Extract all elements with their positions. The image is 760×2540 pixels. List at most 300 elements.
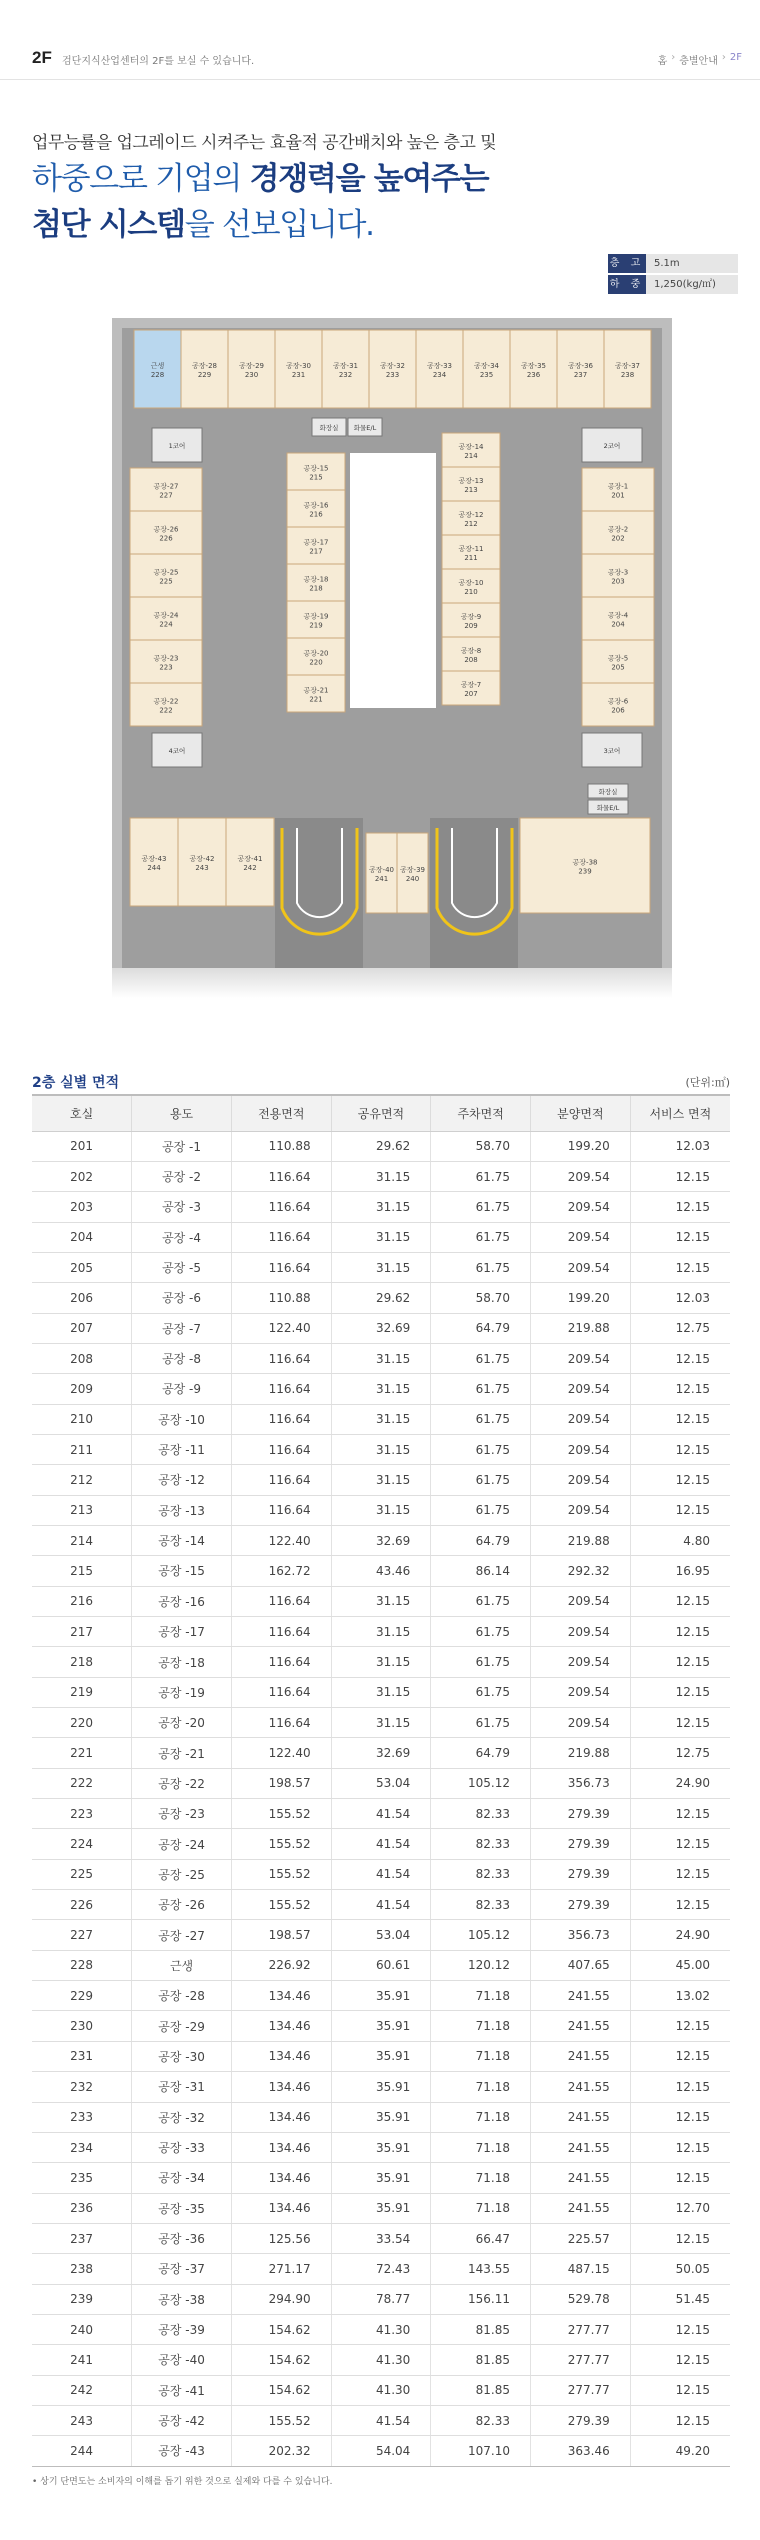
table-cell: 12.15 <box>630 2072 730 2102</box>
table-cell: 116.64 <box>231 1586 331 1616</box>
unit-number: 213 <box>464 486 478 494</box>
floor-unit[interactable] <box>130 640 202 683</box>
unit-number: 225 <box>159 577 173 586</box>
table-cell: 202.32 <box>231 2436 331 2466</box>
table-cell: 공장 -15 <box>132 1556 232 1586</box>
table-cell: 공장 -8 <box>132 1343 232 1373</box>
table-cell: 12.15 <box>630 1829 730 1859</box>
table-cell: 53.04 <box>331 1920 431 1950</box>
table-cell: 202 <box>32 1161 132 1191</box>
table-cell: 61.75 <box>431 1434 531 1464</box>
floor-unit[interactable] <box>582 597 654 640</box>
area-table <box>32 1094 730 2467</box>
table-cell: 공장 -1 <box>132 1131 232 1161</box>
floor-unit[interactable] <box>442 637 500 671</box>
area-table-body <box>32 1131 730 2466</box>
table-cell: 82.33 <box>431 1890 531 1920</box>
table-cell: 217 <box>32 1617 132 1647</box>
table-cell: 64.79 <box>431 1313 531 1343</box>
unit-name: 공장-7 <box>460 681 482 689</box>
unit-number: 205 <box>611 663 625 672</box>
table-row <box>32 1829 730 1859</box>
table-cell: 156.11 <box>431 2284 531 2314</box>
floor-unit[interactable] <box>520 818 650 913</box>
floor-plan-drawing <box>112 318 672 998</box>
table-row <box>32 2011 730 2041</box>
table-cell: 116.64 <box>231 1343 331 1373</box>
table-cell: 241.55 <box>531 2072 631 2102</box>
table-cell: 공장 -16 <box>132 1586 232 1616</box>
table-cell: 35.91 <box>331 2163 431 2193</box>
column-header: 전용면적 <box>231 1095 331 1131</box>
spec-load-label: 하 중 <box>608 275 646 294</box>
table-cell: 12.75 <box>630 1313 730 1343</box>
table-cell: 222 <box>32 1768 132 1798</box>
unit-number: 201 <box>611 491 625 500</box>
floor-unit[interactable] <box>397 833 428 913</box>
table-cell: 220 <box>32 1708 132 1738</box>
table-row <box>32 2254 730 2284</box>
unit-number: 218 <box>309 584 323 593</box>
table-row <box>32 1313 730 1343</box>
table-cell: 209.54 <box>531 1161 631 1191</box>
core-label: 화물E/L <box>353 424 377 432</box>
floor-unit[interactable] <box>322 330 369 408</box>
floor-unit[interactable] <box>442 603 500 637</box>
table-cell: 277.77 <box>531 2314 631 2344</box>
unit-name: 공장-36 <box>568 362 593 370</box>
unit-name: 공장-3 <box>607 568 629 577</box>
table-cell: 226.92 <box>231 1950 331 1980</box>
table-cell: 230 <box>32 2011 132 2041</box>
spec-load-value: 1,250(kg/㎡) <box>646 275 738 294</box>
table-row <box>32 1434 730 1464</box>
floor-unit[interactable] <box>226 818 274 906</box>
table-cell: 41.54 <box>331 1799 431 1829</box>
table-cell: 116.64 <box>231 1434 331 1464</box>
table-cell: 64.79 <box>431 1525 531 1555</box>
table-cell: 219 <box>32 1677 132 1707</box>
core-block <box>152 733 202 767</box>
table-row <box>32 1374 730 1404</box>
core-label: 1코어 <box>168 442 186 450</box>
floor-unit[interactable] <box>582 683 654 726</box>
table-cell: 71.18 <box>431 2193 531 2223</box>
unit-number: 220 <box>309 658 323 667</box>
floor-unit[interactable] <box>369 330 416 408</box>
floor-title: 2F <box>32 48 52 67</box>
floor-unit[interactable] <box>130 683 202 726</box>
table-cell: 61.75 <box>431 1586 531 1616</box>
unit-name: 공장-43 <box>141 855 167 863</box>
table-cell: 31.15 <box>331 1586 431 1616</box>
table-cell: 237 <box>32 2223 132 2253</box>
unit-name: 공장-31 <box>333 362 358 370</box>
table-cell: 31.15 <box>331 1343 431 1373</box>
unit-number: 239 <box>578 867 592 876</box>
table-cell: 155.52 <box>231 1859 331 1889</box>
table-cell: 116.64 <box>231 1404 331 1434</box>
floor-unit[interactable] <box>130 554 202 597</box>
unit-name: 공장-32 <box>380 362 405 370</box>
unit-name: 공장-34 <box>474 362 499 370</box>
table-cell: 81.85 <box>431 2375 531 2405</box>
table-cell: 241.55 <box>531 2193 631 2223</box>
area-table-unit: (단위:㎡) <box>685 1076 730 1089</box>
table-row <box>32 1920 730 1950</box>
table-cell: 116.64 <box>231 1192 331 1222</box>
table-cell: 86.14 <box>431 1556 531 1586</box>
unit-name: 공장-41 <box>237 855 263 863</box>
table-cell: 61.75 <box>431 1647 531 1677</box>
table-cell: 35.91 <box>331 2072 431 2102</box>
floor-unit[interactable] <box>442 671 500 705</box>
unit-number: 208 <box>464 656 478 664</box>
table-cell: 116.64 <box>231 1252 331 1282</box>
table-cell: 116.64 <box>231 1222 331 1252</box>
table-cell: 공장 -3 <box>132 1192 232 1222</box>
table-cell: 209.54 <box>531 1343 631 1373</box>
table-cell: 32.69 <box>331 1525 431 1555</box>
table-cell: 71.18 <box>431 2102 531 2132</box>
table-cell: 12.15 <box>630 1434 730 1464</box>
floor-unit[interactable] <box>442 501 500 535</box>
unit-number: 226 <box>159 534 173 543</box>
unit-name: 공장-6 <box>607 697 629 706</box>
table-cell: 12.15 <box>630 1890 730 1920</box>
floor-unit[interactable] <box>604 330 651 408</box>
unit-name: 공장-37 <box>615 362 640 370</box>
floor-unit[interactable] <box>582 554 654 597</box>
table-cell: 215 <box>32 1556 132 1586</box>
table-row <box>32 2223 730 2253</box>
table-cell: 32.69 <box>331 1738 431 1768</box>
table-cell: 31.15 <box>331 1708 431 1738</box>
table-cell: 241.55 <box>531 2102 631 2132</box>
unit-number: 222 <box>159 706 173 715</box>
table-cell: 81.85 <box>431 2314 531 2344</box>
table-cell: 60.61 <box>331 1950 431 1980</box>
table-cell: 155.52 <box>231 1799 331 1829</box>
unit-name: 공장-8 <box>460 647 482 655</box>
table-cell: 12.15 <box>630 2132 730 2162</box>
table-cell: 236 <box>32 2193 132 2223</box>
table-cell: 225 <box>32 1859 132 1889</box>
table-cell: 12.15 <box>630 2345 730 2375</box>
table-cell: 61.75 <box>431 1495 531 1525</box>
table-cell: 12.15 <box>630 1617 730 1647</box>
table-cell: 공장 -23 <box>132 1799 232 1829</box>
table-cell: 199.20 <box>531 1131 631 1161</box>
unit-name: 공장-35 <box>521 362 546 370</box>
table-cell: 279.39 <box>531 1829 631 1859</box>
table-cell: 54.04 <box>331 2436 431 2466</box>
table-cell: 61.75 <box>431 1252 531 1282</box>
floor-unit[interactable] <box>582 640 654 683</box>
table-cell: 279.39 <box>531 1890 631 1920</box>
headline <box>32 128 732 245</box>
floor-unit[interactable] <box>287 453 345 490</box>
table-cell: 209.54 <box>531 1677 631 1707</box>
table-cell: 31.15 <box>331 1404 431 1434</box>
table-cell: 공장 -36 <box>132 2223 232 2253</box>
unit-number: 230 <box>244 371 259 379</box>
table-cell: 공장 -18 <box>132 1647 232 1677</box>
core-block <box>588 800 628 814</box>
table-cell: 35.91 <box>331 2132 431 2162</box>
table-cell: 279.39 <box>531 1799 631 1829</box>
table-cell: 105.12 <box>431 1768 531 1798</box>
table-cell: 219.88 <box>531 1525 631 1555</box>
unit-number: 209 <box>464 622 478 630</box>
unit-number: 219 <box>309 621 323 630</box>
table-cell: 12.15 <box>630 2314 730 2344</box>
table-cell: 134.46 <box>231 1981 331 2011</box>
floor-unit[interactable] <box>510 330 557 408</box>
table-cell: 29.62 <box>331 1283 431 1313</box>
table-cell: 241.55 <box>531 1981 631 2011</box>
table-cell: 41.30 <box>331 2345 431 2375</box>
floor-unit[interactable] <box>366 833 397 913</box>
floor-unit[interactable] <box>287 564 345 601</box>
core-block <box>588 784 628 798</box>
headline-lead: 업무능률을 업그레이드 시켜주는 효율적 공간배치와 높은 층고 및 <box>32 133 497 153</box>
table-cell: 209.54 <box>531 1222 631 1252</box>
floor-description: 검단지식산업센터의 2F를 보실 수 있습니다. <box>62 56 255 67</box>
table-row <box>32 1708 730 1738</box>
floor-unit[interactable] <box>130 468 202 511</box>
unit-number: 229 <box>197 371 212 379</box>
core-label: 화장실 <box>598 788 618 796</box>
floor-unit[interactable] <box>582 511 654 554</box>
table-cell: 근생 <box>132 1950 232 1980</box>
breadcrumb-current[interactable]: 2F <box>729 52 742 63</box>
table-cell: 78.77 <box>331 2284 431 2314</box>
breadcrumb-floor-guide[interactable]: 층별안내 <box>679 56 718 67</box>
floor-unit[interactable] <box>178 818 226 906</box>
floor-unit[interactable] <box>416 330 463 408</box>
unit-number: 203 <box>611 577 625 586</box>
table-cell: 공장 -27 <box>132 1920 232 1950</box>
table-cell: 공장 -5 <box>132 1252 232 1282</box>
table-cell: 210 <box>32 1404 132 1434</box>
table-cell: 116.64 <box>231 1708 331 1738</box>
table-cell: 41.54 <box>331 1859 431 1889</box>
table-row <box>32 1131 730 1161</box>
table-cell: 154.62 <box>231 2345 331 2375</box>
table-cell: 31.15 <box>331 1192 431 1222</box>
ramp-right <box>430 818 518 968</box>
core-block <box>582 428 642 462</box>
table-cell: 32.69 <box>331 1313 431 1343</box>
floor-unit[interactable] <box>442 433 500 467</box>
floor-unit[interactable] <box>228 330 275 408</box>
column-header: 서비스 면적 <box>630 1095 730 1131</box>
unit-name: 공장-12 <box>458 511 484 519</box>
table-cell: 244 <box>32 2436 132 2466</box>
unit-number: 243 <box>195 864 209 872</box>
floor-unit[interactable] <box>181 330 228 408</box>
table-cell: 41.30 <box>331 2314 431 2344</box>
table-cell: 31.15 <box>331 1434 431 1464</box>
table-cell: 134.46 <box>231 2102 331 2132</box>
table-cell: 공장 -2 <box>132 1161 232 1191</box>
headline-line-1-bold: 경쟁력을 높여주는 <box>249 161 489 197</box>
table-cell: 공장 -10 <box>132 1404 232 1434</box>
table-cell: 61.75 <box>431 1465 531 1495</box>
unit-name: 공장-39 <box>400 866 425 874</box>
table-cell: 공장 -12 <box>132 1465 232 1495</box>
floor-unit[interactable] <box>287 675 345 712</box>
table-cell: 29.62 <box>331 1131 431 1161</box>
table-cell: 61.75 <box>431 1161 531 1191</box>
table-row <box>32 2405 730 2435</box>
table-cell: 122.40 <box>231 1738 331 1768</box>
unit-number: 231 <box>291 371 306 379</box>
table-cell: 61.75 <box>431 1192 531 1222</box>
spec-height-value: 5.1m <box>646 254 738 273</box>
floor-unit[interactable] <box>287 527 345 564</box>
table-cell: 240 <box>32 2314 132 2344</box>
floor-unit[interactable] <box>275 330 322 408</box>
floor-unit[interactable] <box>442 535 500 569</box>
table-cell: 공장 -22 <box>132 1768 232 1798</box>
table-row <box>32 2041 730 2071</box>
table-cell: 공장 -31 <box>132 2072 232 2102</box>
floor-unit[interactable] <box>130 597 202 640</box>
column-header: 용도 <box>132 1095 232 1131</box>
table-cell: 209.54 <box>531 1495 631 1525</box>
table-cell: 공장 -19 <box>132 1677 232 1707</box>
unit-number: 211 <box>464 554 478 562</box>
table-cell: 공장 -28 <box>132 1981 232 2011</box>
table-cell: 공장 -32 <box>132 2102 232 2132</box>
table-cell: 31.15 <box>331 1252 431 1282</box>
table-cell: 12.15 <box>630 2405 730 2435</box>
table-cell: 209.54 <box>531 1465 631 1495</box>
table-row <box>32 1192 730 1222</box>
unit-name: 공장-2 <box>607 525 629 534</box>
unit-number: 242 <box>243 864 257 872</box>
floor-unit[interactable] <box>130 818 178 906</box>
table-cell: 134.46 <box>231 2163 331 2193</box>
unit-number: 207 <box>464 690 478 698</box>
table-cell: 공장 -7 <box>132 1313 232 1343</box>
table-row <box>32 1890 730 1920</box>
core-block <box>312 418 346 436</box>
table-cell: 41.54 <box>331 2405 431 2435</box>
table-row <box>32 1647 730 1677</box>
table-cell: 12.15 <box>630 1252 730 1282</box>
table-cell: 209.54 <box>531 1434 631 1464</box>
floor-unit[interactable] <box>463 330 510 408</box>
table-row <box>32 2375 730 2405</box>
footnote: • 상기 단면도는 소비자의 이해를 돕기 위한 것으로 실제와 다를 수 있습니다. <box>32 2477 333 2487</box>
table-cell: 241.55 <box>531 2041 631 2071</box>
table-cell: 64.79 <box>431 1738 531 1768</box>
column-header: 주차면적 <box>431 1095 531 1131</box>
courtyard <box>350 453 436 708</box>
unit-name: 공장-11 <box>458 545 484 553</box>
floor-unit[interactable] <box>130 511 202 554</box>
table-header-row <box>32 1095 730 1131</box>
page-header <box>0 0 760 80</box>
unit-number: 227 <box>159 491 173 500</box>
table-cell: 49.20 <box>630 2436 730 2466</box>
unit-number: 232 <box>338 371 353 379</box>
floor-unit[interactable] <box>287 601 345 638</box>
floor-unit[interactable] <box>442 467 500 501</box>
spec-load-row <box>608 275 738 294</box>
table-cell: 16.95 <box>630 1556 730 1586</box>
table-cell: 203 <box>32 1192 132 1222</box>
unit-name: 공장-4 <box>607 611 629 620</box>
table-cell: 12.15 <box>630 1465 730 1495</box>
floor-unit[interactable] <box>287 490 345 527</box>
floor-unit[interactable] <box>582 468 654 511</box>
unit-name: 공장-24 <box>153 611 179 620</box>
table-cell: 201 <box>32 1131 132 1161</box>
table-cell: 72.43 <box>331 2254 431 2284</box>
unit-number: 241 <box>374 875 389 883</box>
floor-unit[interactable] <box>442 569 500 603</box>
table-cell: 120.12 <box>431 1950 531 1980</box>
column-header: 호실 <box>32 1095 132 1131</box>
unit-number: 223 <box>159 663 173 672</box>
table-row <box>32 1586 730 1616</box>
table-cell: 243 <box>32 2405 132 2435</box>
headline-line-1-text: 하중으로 기업의 <box>32 161 250 197</box>
table-cell: 35.91 <box>331 1981 431 2011</box>
table-cell: 공장 -41 <box>132 2375 232 2405</box>
table-cell: 82.33 <box>431 1859 531 1889</box>
floor-unit[interactable] <box>557 330 604 408</box>
unit-name: 공장-25 <box>153 568 179 577</box>
table-cell: 116.64 <box>231 1161 331 1191</box>
table-cell: 71.18 <box>431 2163 531 2193</box>
table-cell: 12.15 <box>630 1799 730 1829</box>
floor-unit[interactable] <box>287 638 345 675</box>
table-row <box>32 1556 730 1586</box>
table-cell: 122.40 <box>231 1313 331 1343</box>
table-cell: 198.57 <box>231 1768 331 1798</box>
breadcrumb-home[interactable]: 홈 <box>657 56 668 67</box>
table-cell: 162.72 <box>231 1556 331 1586</box>
table-cell: 33.54 <box>331 2223 431 2253</box>
table-cell: 125.56 <box>231 2223 331 2253</box>
table-cell: 12.15 <box>630 1404 730 1434</box>
unit-name: 공장-10 <box>458 579 484 587</box>
table-cell: 134.46 <box>231 2041 331 2071</box>
table-cell: 41.54 <box>331 1890 431 1920</box>
floor-unit[interactable] <box>134 330 181 408</box>
table-cell: 61.75 <box>431 1343 531 1373</box>
table-cell: 238 <box>32 2254 132 2284</box>
unit-number: 238 <box>620 371 635 379</box>
table-cell: 71.18 <box>431 2011 531 2041</box>
table-cell: 231 <box>32 2041 132 2071</box>
headline-line-2 <box>32 205 732 245</box>
spec-height-row <box>608 254 738 273</box>
table-cell: 공장 -37 <box>132 2254 232 2284</box>
table-row <box>32 1799 730 1829</box>
table-cell: 204 <box>32 1222 132 1252</box>
table-cell: 221 <box>32 1738 132 1768</box>
table-cell: 356.73 <box>531 1920 631 1950</box>
unit-number: 237 <box>573 371 588 379</box>
table-cell: 61.75 <box>431 1222 531 1252</box>
table-cell: 209.54 <box>531 1586 631 1616</box>
